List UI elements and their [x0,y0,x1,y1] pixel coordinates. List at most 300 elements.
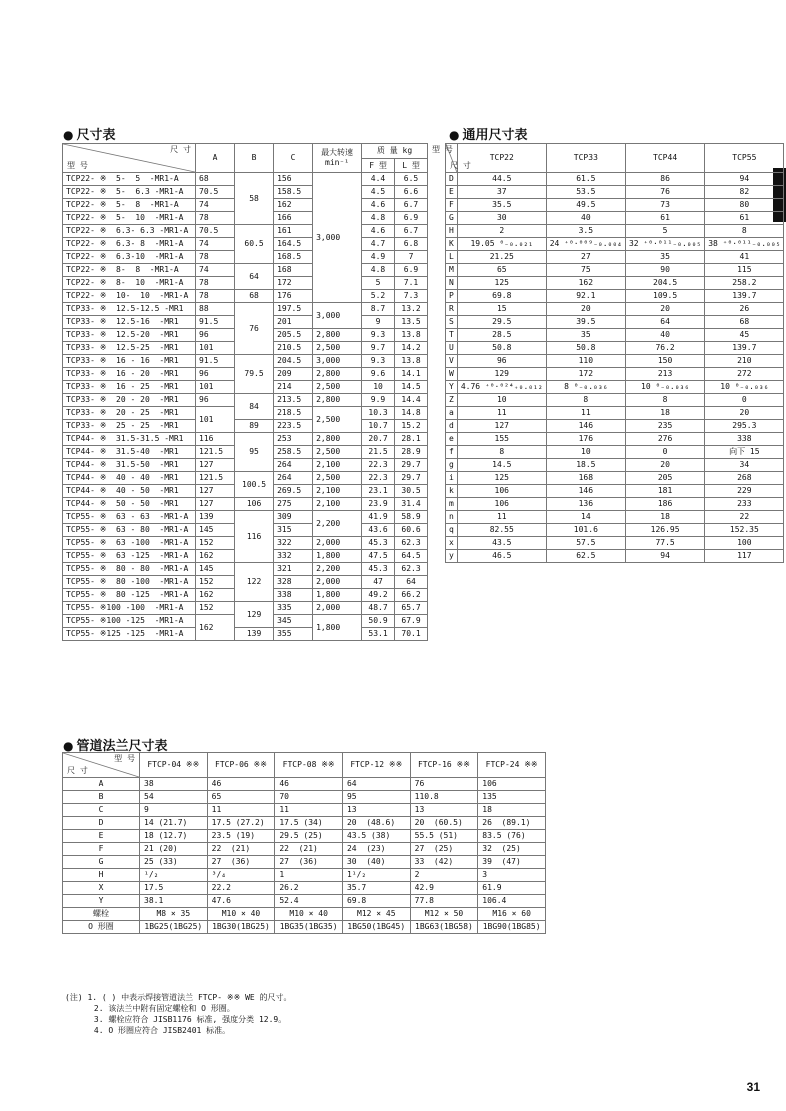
mass-l-cell: 6.9 [395,264,428,277]
value-cell: 46.5 [457,550,546,563]
value-cell: 95 [342,791,410,804]
value-cell: 26 (89.1) [478,817,546,830]
value-cell: 22 (21) [207,843,275,856]
value-cell: 68 [705,316,784,329]
mass-f-cell: 4.8 [362,264,395,277]
mass-f-cell: 48.7 [362,602,395,615]
c-cell: 214 [274,381,313,394]
dimension-label-cell: U [446,342,458,355]
dimension-label-cell: q [446,524,458,537]
max-speed-cell: 2,200 [313,563,362,576]
model-cell: TCP22- ※ 8- 8 -MR1-A [63,264,196,277]
corner-label-size: 尺 寸 [67,766,88,775]
c-cell: 332 [274,550,313,563]
value-cell: 65 [457,264,546,277]
value-cell: 44.5 [457,173,546,186]
model-cell: TCP33- ※ 12.5-16 -MR1 [63,316,196,329]
c-cell: 322 [274,537,313,550]
b-cell: 68 [235,290,274,303]
c-cell: 164.5 [274,238,313,251]
c-cell: 264 [274,472,313,485]
mass-f-cell: 5.2 [362,290,395,303]
max-speed-cell: 2,000 [313,537,362,550]
a-cell: 162 [196,550,235,563]
model-cell: TCP22- ※ 8- 10 -MR1-A [63,277,196,290]
mass-l-cell: 6.8 [395,238,428,251]
a-cell: 74 [196,199,235,212]
value-cell: 37 [457,186,546,199]
dimension-label-cell: y [446,550,458,563]
dimension-label-cell: F [446,199,458,212]
a-cell: 78 [196,212,235,225]
table-row [446,498,784,511]
value-cell: 43.5 [457,537,546,550]
model-cell: TCP22- ※ 6.3-10 -MR1-A [63,251,196,264]
dimension-label-cell: L [446,251,458,264]
mass-l-cell: 6.6 [395,186,428,199]
a-cell: 68 [196,173,235,186]
table-row [63,472,428,485]
b-cell: 58 [235,173,274,225]
value-cell: 22 [705,511,784,524]
c-cell: 172 [274,277,313,290]
col-header-ftcp-16: FTCP-16 ※※ [410,753,478,778]
mass-f-cell: 4.5 [362,186,395,199]
value-cell: 106 [457,498,546,511]
corner-label-model: 型 号 [432,145,453,154]
value-cell: 35.5 [457,199,546,212]
value-cell: 110 [546,355,625,368]
value-cell: M12 × 50 [410,908,478,921]
value-cell: 101.6 [546,524,625,537]
mass-l-cell: 7.3 [395,290,428,303]
value-cell: 50.8 [546,342,625,355]
model-cell: TCP55- ※125 -125 -MR1-A [63,628,196,641]
c-cell: 162 [274,199,313,212]
mass-l-cell: 29.7 [395,472,428,485]
mass-l-cell: 65.7 [395,602,428,615]
value-cell: 57.5 [546,537,625,550]
value-cell: 94 [705,173,784,186]
value-cell: 65 [207,791,275,804]
max-speed-cell: 2,200 [313,511,362,537]
value-cell: 13 [410,804,478,817]
dimension-label-cell: K [446,238,458,251]
value-cell: 14.5 [457,459,546,472]
a-cell: 152 [196,537,235,550]
table-row [63,882,546,895]
max-speed-cell: 2,100 [313,459,362,472]
col-header-ftcp-24: FTCP-24 ※※ [478,753,546,778]
model-cell: TCP33- ※ 16 - 20 -MR1 [63,368,196,381]
value-cell: 22 (21) [275,843,343,856]
c-cell: 213.5 [274,394,313,407]
dimension-label-cell: k [446,485,458,498]
table-row [63,498,428,511]
value-cell: 186 [625,498,704,511]
value-cell: 50.8 [457,342,546,355]
table-row [446,420,784,433]
value-cell: 61.5 [546,173,625,186]
value-cell: 268 [705,472,784,485]
value-cell: 61 [625,212,704,225]
value-cell: 64 [342,778,410,791]
value-cell: 39.5 [546,316,625,329]
value-cell: 127 [457,420,546,433]
value-cell: 34 [705,459,784,472]
value-cell: 235 [625,420,704,433]
value-cell: 35.7 [342,882,410,895]
c-cell: 204.5 [274,355,313,368]
value-cell: 176 [546,433,625,446]
table-row [446,381,784,394]
value-cell: 9 [140,804,208,817]
value-cell: ¹/₂ [140,869,208,882]
mass-l-cell: 62.3 [395,537,428,550]
value-cell: 21 (20) [140,843,208,856]
model-cell: TCP55- ※ 63 - 80 -MR1-A [63,524,196,537]
value-cell: 229 [705,485,784,498]
table-row [63,817,546,830]
a-cell: 70.5 [196,225,235,238]
value-cell: 82 [705,186,784,199]
table-row [63,225,428,238]
value-cell: 28.5 [457,329,546,342]
value-cell: 135 [478,791,546,804]
flange-size-table [62,752,546,934]
value-cell: 27 (25) [410,843,478,856]
value-cell: M8 × 35 [140,908,208,921]
mass-l-cell: 28.9 [395,446,428,459]
b-cell: 79.5 [235,355,274,394]
table-row [63,394,428,407]
a-cell: 91.5 [196,316,235,329]
value-cell: 1 [275,869,343,882]
value-cell: 1BG35(1BG35) [275,921,343,934]
value-cell: 129 [457,368,546,381]
b-cell: 122 [235,563,274,602]
value-cell: 70 [275,791,343,804]
table-row [63,420,428,433]
value-cell: 20 [546,303,625,316]
value-cell: 1BG30(1BG25) [207,921,275,934]
table-row [63,303,428,316]
a-cell: 96 [196,394,235,407]
value-cell: ³/₄ [207,869,275,882]
a-cell: 101 [196,381,235,394]
dimension-label-cell: W [446,368,458,381]
common-table-body [446,173,784,563]
model-cell: TCP33- ※ 12.5-12.5 -MR1 [63,303,196,316]
corner-label-size: 尺 寸 [170,145,191,154]
value-cell: 213 [625,368,704,381]
value-cell: 76.2 [625,342,704,355]
value-cell: 27 (36) [275,856,343,869]
model-cell: TCP55- ※100 -125 -MR1-A [63,615,196,628]
table-row [63,602,428,615]
c-cell: 156 [274,173,313,186]
mass-f-cell: 22.3 [362,459,395,472]
model-cell: TCP44- ※ 50 - 50 -MR1 [63,498,196,511]
a-cell: 139 [196,511,235,524]
col-header-ftcp-04: FTCP-04 ※※ [140,753,208,778]
mass-f-cell: 9.3 [362,329,395,342]
mass-f-cell: 10 [362,381,395,394]
c-cell: 315 [274,524,313,537]
value-cell: 106 [457,485,546,498]
dimension-label-cell: x [446,537,458,550]
value-cell: 82.55 [457,524,546,537]
mass-f-cell: 4.6 [362,225,395,238]
mass-f-cell: 4.9 [362,251,395,264]
b-cell: 106 [235,498,274,511]
value-cell: 146 [546,485,625,498]
common-size-table-title: ● 通用尺寸表 [449,128,528,143]
value-cell: 80 [705,199,784,212]
value-cell: 276 [625,433,704,446]
value-cell: 43.5 (38) [342,830,410,843]
value-cell: 2 [410,869,478,882]
dimension-label-cell: Z [446,394,458,407]
b-cell: 139 [235,628,274,641]
mass-l-cell: 28.1 [395,433,428,446]
model-cell: TCP55- ※ 63 -100 -MR1-A [63,537,196,550]
value-cell: 13 [342,804,410,817]
common-size-table [432,143,784,563]
value-cell: 35 [546,329,625,342]
value-cell: 146 [546,420,625,433]
c-cell: 197.5 [274,303,313,316]
mass-f-cell: 53.1 [362,628,395,641]
value-cell: 338 [705,433,784,446]
c-cell: 201 [274,316,313,329]
value-cell: 139.7 [705,342,784,355]
value-cell: 106 [478,778,546,791]
corner-label-size: 尺 寸 [450,161,471,170]
mass-f-cell: 9.3 [362,355,395,368]
dimension-label-cell: N [446,277,458,290]
table-row [63,563,428,576]
table-row [446,485,784,498]
value-cell: 30 (40) [342,856,410,869]
note-line: (注) 1. ( ) 中表示焊接管道法兰 FTCP- ※※ WE 的尺寸。 [65,993,292,1002]
table-row [63,511,428,524]
c-cell: 355 [274,628,313,641]
size-table [62,143,428,641]
b-cell: 95 [235,433,274,472]
value-cell: 136 [546,498,625,511]
value-cell: 0 [705,394,784,407]
model-cell: TCP33- ※ 25 - 25 -MR1 [63,420,196,433]
table-row [446,212,784,225]
value-cell: 152.35 [705,524,784,537]
c-cell: 223.5 [274,420,313,433]
dimension-label-cell: R [446,303,458,316]
mass-l-cell: 13.5 [395,316,428,329]
c-cell: 269.5 [274,485,313,498]
mass-f-cell: 47 [362,576,395,589]
a-cell: 78 [196,251,235,264]
mass-l-cell: 64.5 [395,550,428,563]
a-cell: 145 [196,563,235,576]
table-row [446,303,784,316]
max-speed-cell: 2,100 [313,498,362,511]
value-cell: 83.5 (76) [478,830,546,843]
value-cell: 15 [457,303,546,316]
c-cell: 345 [274,615,313,628]
dimension-label-cell: H [63,869,140,882]
value-cell: 125 [457,277,546,290]
value-cell: 295.3 [705,420,784,433]
max-speed-cell: 2,500 [313,472,362,485]
model-cell: TCP33- ※ 20 - 20 -MR1 [63,394,196,407]
col-header-tcp44: TCP44 [625,144,704,173]
table-row [63,921,546,934]
max-speed-cell: 1,800 [313,615,362,641]
value-cell: 18 [625,511,704,524]
c-cell: 335 [274,602,313,615]
mass-f-cell: 43.6 [362,524,395,537]
value-cell: 18 [478,804,546,817]
mass-f-cell: 41.9 [362,511,395,524]
col-header-tcp22: TCP22 [457,144,546,173]
value-cell: 106.4 [478,895,546,908]
a-cell: 70.5 [196,186,235,199]
c-cell: 218.5 [274,407,313,420]
max-speed-cell: 2,800 [313,368,362,381]
value-cell: 62.5 [546,550,625,563]
mass-f-cell: 20.7 [362,433,395,446]
value-cell: 10 ⁰₋₀.₀₃₆ [705,381,784,394]
dimension-label-cell: 螺栓 [63,908,140,921]
value-cell: 5 [625,225,704,238]
model-cell: TCP22- ※ 10- 10 -MR1-A [63,290,196,303]
table-row [446,433,784,446]
table-row [446,459,784,472]
a-cell: 88 [196,303,235,316]
value-cell: 55.5 (51) [410,830,478,843]
col-header-tcp55: TCP55 [705,144,784,173]
c-cell: 205.5 [274,329,313,342]
dimension-label-cell: a [446,407,458,420]
size-table-corner-header [63,144,196,173]
value-cell: 38 [140,778,208,791]
dimension-label-cell: H [446,225,458,238]
dimension-label-cell: i [446,472,458,485]
table-row [446,537,784,550]
value-cell: 39 (47) [478,856,546,869]
table-row [446,524,784,537]
value-cell: 76 [410,778,478,791]
value-cell: 8 [457,446,546,459]
value-cell: 46 [207,778,275,791]
col-header-ftcp-12: FTCP-12 ※※ [342,753,410,778]
c-cell: 158.5 [274,186,313,199]
value-cell: 20 (60.5) [410,817,478,830]
value-cell: 77.5 [625,537,704,550]
c-cell: 328 [274,576,313,589]
mass-l-cell: 6.7 [395,225,428,238]
model-cell: TCP22- ※ 5- 8 -MR1-A [63,199,196,212]
value-cell: 35 [625,251,704,264]
value-cell: 1BG63(1BG58) [410,921,478,934]
mass-l-cell: 60.6 [395,524,428,537]
max-speed-unit: min⁻¹ [325,158,350,167]
mass-l-cell: 7 [395,251,428,264]
corner-label-model: 型 号 [114,754,135,763]
a-cell: 162 [196,615,235,641]
table-row [63,173,428,186]
value-cell: 181 [625,485,704,498]
mass-l-cell: 14.5 [395,381,428,394]
dimension-label-cell: D [63,817,140,830]
mass-f-cell: 8.7 [362,303,395,316]
table-row [446,446,784,459]
c-cell: 264 [274,459,313,472]
c-cell: 258.5 [274,446,313,459]
value-cell: 40 [546,212,625,225]
mass-f-cell: 10.3 [362,407,395,420]
model-cell: TCP55- ※ 80 -125 -MR1-A [63,589,196,602]
max-speed-cell: 3,000 [313,303,362,329]
value-cell: 41 [705,251,784,264]
table-row [446,368,784,381]
col-header-ftcp-06: FTCP-06 ※※ [207,753,275,778]
value-cell: 1¹/₂ [342,869,410,882]
value-cell: 258.2 [705,277,784,290]
c-cell: 166 [274,212,313,225]
value-cell: 20 (48.6) [342,817,410,830]
mass-f-cell: 50.9 [362,615,395,628]
mass-f-cell: 45.3 [362,537,395,550]
mass-l-cell: 66.2 [395,589,428,602]
value-cell: 17.5 [140,882,208,895]
value-cell: 233 [705,498,784,511]
table-row [63,290,428,303]
value-cell: 100 [705,537,784,550]
max-speed-label: 最大转速 [321,148,354,157]
dimension-label-cell: G [446,212,458,225]
value-cell: 8 [625,394,704,407]
table-row [63,895,546,908]
value-cell: 17.5 (27.2) [207,817,275,830]
value-cell: 14 [546,511,625,524]
value-cell: 30 [457,212,546,225]
max-speed-cell: 3,000 [313,173,362,303]
value-cell: 11 [546,407,625,420]
model-cell: TCP44- ※ 31.5-50 -MR1 [63,459,196,472]
value-cell: 162 [546,277,625,290]
mass-l-cell: 62.3 [395,563,428,576]
value-cell: 47.6 [207,895,275,908]
a-cell: 162 [196,589,235,602]
value-cell: 168 [546,472,625,485]
value-cell: 90 [625,264,704,277]
value-cell: 64 [625,316,704,329]
mass-l-cell: 67.9 [395,615,428,628]
b-cell: 116 [235,511,274,563]
table-row [446,329,784,342]
table-row [63,778,546,791]
size-table-title: ● 尺寸表 [63,128,116,143]
mass-f-cell: 4.7 [362,238,395,251]
a-cell: 74 [196,238,235,251]
a-cell: 127 [196,498,235,511]
value-cell: 27 [546,251,625,264]
mass-f-cell: 9.9 [362,394,395,407]
a-cell: 145 [196,524,235,537]
notes [65,992,292,1036]
